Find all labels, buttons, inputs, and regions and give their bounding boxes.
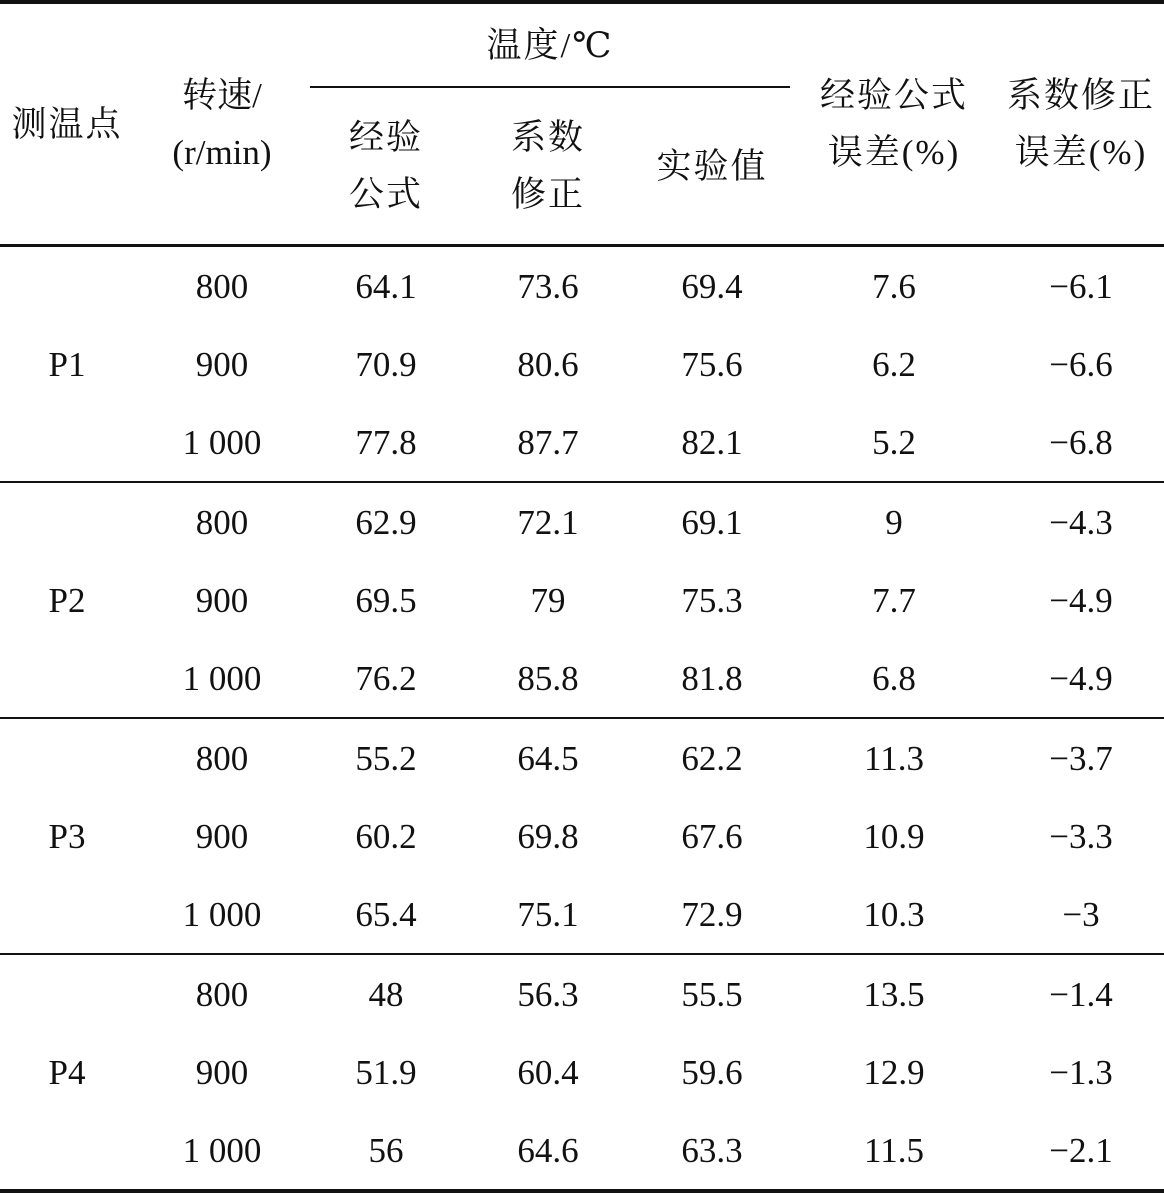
- header-temperature-label: 温度/℃: [486, 25, 614, 65]
- empirical-error-cell: 11.5: [790, 1111, 998, 1191]
- speed-cell: 900: [195, 344, 249, 384]
- header-empirical-error-label: 经验公式: [819, 76, 968, 115]
- table-row: [0, 246, 1164, 326]
- empirical-cell: 65.4: [310, 875, 462, 954]
- header-coefficient-corrected-line1: 系数: [510, 118, 585, 157]
- measured-cell: 55.5: [681, 974, 743, 1014]
- table-header: [0, 2, 1164, 246]
- empirical-error-cell: 10.3: [790, 875, 998, 954]
- table-row: [0, 561, 1164, 639]
- corrected-error-cell: −6.1: [1049, 266, 1113, 306]
- empirical-cell: 77.8: [310, 403, 462, 482]
- empirical-cell: 64.1: [355, 266, 417, 306]
- speed-cell: 900: [195, 816, 249, 856]
- header-temperature-group-cell: [310, 4, 790, 88]
- table-row: [0, 718, 1164, 797]
- header-measured-value-label: 实验值: [656, 146, 768, 186]
- speed-cell: 900: [195, 580, 249, 620]
- measuring-point-cell: P1: [0, 246, 134, 483]
- speed-cell: 1 000: [134, 1111, 310, 1191]
- measured-cell: 67.6: [681, 816, 743, 856]
- speed-cell: 800: [195, 266, 249, 306]
- table-body: [0, 246, 1164, 1192]
- speed-cell: 900: [195, 1052, 249, 1092]
- header-empirical-formula-line1: 经验: [348, 118, 423, 157]
- table-row: [0, 1111, 1164, 1191]
- corrected-cell: 72.1: [517, 502, 579, 542]
- corrected-error-cell: −6.6: [1049, 344, 1113, 384]
- header-row-1: [0, 2, 1164, 88]
- corrected-cell: 85.8: [462, 639, 634, 718]
- measuring-point-cell: P2: [0, 482, 134, 718]
- empirical-error-cell: 7.6: [872, 266, 916, 306]
- measured-cell: 63.3: [634, 1111, 790, 1191]
- corrected-cell: 60.4: [517, 1052, 579, 1092]
- empirical-cell: 56: [310, 1111, 462, 1191]
- measured-cell: 81.8: [634, 639, 790, 718]
- measured-cell: 72.9: [634, 875, 790, 954]
- empirical-error-cell: 13.5: [863, 974, 925, 1014]
- empirical-error-cell: 9: [885, 502, 903, 542]
- corrected-cell: 73.6: [517, 266, 579, 306]
- corrected-error-cell: −1.4: [1049, 974, 1113, 1014]
- corrected-error-cell: −4.9: [1049, 580, 1113, 620]
- corrected-error-cell: −6.8: [998, 403, 1164, 482]
- header-measured-value: [634, 88, 790, 246]
- empirical-cell: 48: [368, 974, 404, 1014]
- header-coefficient-corrected: [462, 88, 634, 246]
- empirical-cell: 55.2: [355, 738, 417, 778]
- header-empirical-error-unit: 误差(%): [827, 133, 961, 172]
- empirical-error-cell: 6.2: [872, 344, 916, 384]
- corrected-cell: 56.3: [517, 974, 579, 1014]
- corrected-error-cell: −3.7: [1049, 738, 1113, 778]
- speed-cell: 1 000: [134, 639, 310, 718]
- header-speed-label: 转速/: [182, 76, 262, 115]
- corrected-error-cell: −3: [998, 875, 1164, 954]
- measured-cell: 75.6: [681, 344, 743, 384]
- measured-cell: 82.1: [634, 403, 790, 482]
- header-speed-unit: (r/min): [172, 133, 272, 172]
- speed-cell: 800: [195, 974, 249, 1014]
- empirical-error-cell: 7.7: [872, 580, 916, 620]
- corrected-cell: 69.8: [517, 816, 579, 856]
- header-empirical-formula: [310, 88, 462, 246]
- speed-cell: 800: [195, 738, 249, 778]
- corrected-cell: 64.5: [517, 738, 579, 778]
- speed-cell: 1 000: [134, 875, 310, 954]
- measured-cell: 62.2: [681, 738, 743, 778]
- header-temperature-group: [310, 2, 790, 88]
- header-corrected-error: [998, 2, 1164, 246]
- header-measuring-point: [0, 2, 134, 246]
- corrected-cell: 80.6: [517, 344, 579, 384]
- table-row: [0, 954, 1164, 1033]
- empirical-error-cell: 11.3: [864, 738, 924, 778]
- table-row: [0, 639, 1164, 718]
- speed-cell: 800: [195, 502, 249, 542]
- corrected-error-cell: −4.3: [1049, 502, 1113, 542]
- table-row: [0, 403, 1164, 482]
- table-row: [0, 482, 1164, 561]
- header-coefficient-corrected-line2: 修正: [510, 175, 585, 214]
- corrected-error-cell: −3.3: [1049, 816, 1113, 856]
- header-measuring-point-label: 测温点: [11, 104, 123, 144]
- corrected-cell: 79: [530, 580, 566, 620]
- measuring-point-cell: P4: [0, 954, 134, 1191]
- measured-cell: 69.1: [681, 502, 743, 542]
- empirical-cell: 60.2: [355, 816, 417, 856]
- empirical-error-cell: 12.9: [863, 1052, 925, 1092]
- empirical-cell: 70.9: [355, 344, 417, 384]
- header-corrected-error-unit: 误差(%): [1014, 133, 1148, 172]
- empirical-error-cell: 6.8: [790, 639, 998, 718]
- header-speed: [134, 2, 310, 246]
- empirical-error-cell: 10.9: [863, 816, 925, 856]
- table-row: [0, 1033, 1164, 1111]
- empirical-cell: 51.9: [355, 1052, 417, 1092]
- header-empirical-error: [790, 2, 998, 246]
- measured-cell: 59.6: [681, 1052, 743, 1092]
- empirical-error-cell: 5.2: [790, 403, 998, 482]
- corrected-error-cell: −2.1: [998, 1111, 1164, 1191]
- table-row: [0, 797, 1164, 875]
- measured-cell: 69.4: [681, 266, 743, 306]
- speed-cell: 1 000: [134, 403, 310, 482]
- measured-cell: 75.3: [681, 580, 743, 620]
- corrected-error-cell: −4.9: [998, 639, 1164, 718]
- header-corrected-error-label: 系数修正: [1006, 76, 1155, 115]
- table-row: [0, 875, 1164, 954]
- header-empirical-formula-line2: 公式: [348, 175, 423, 214]
- corrected-cell: 75.1: [462, 875, 634, 954]
- empirical-cell: 76.2: [310, 639, 462, 718]
- empirical-cell: 69.5: [355, 580, 417, 620]
- table-row: [0, 325, 1164, 403]
- measuring-point-cell: P3: [0, 718, 134, 954]
- corrected-cell: 64.6: [462, 1111, 634, 1191]
- empirical-cell: 62.9: [355, 502, 417, 542]
- corrected-cell: 87.7: [462, 403, 634, 482]
- corrected-error-cell: −1.3: [1049, 1052, 1113, 1092]
